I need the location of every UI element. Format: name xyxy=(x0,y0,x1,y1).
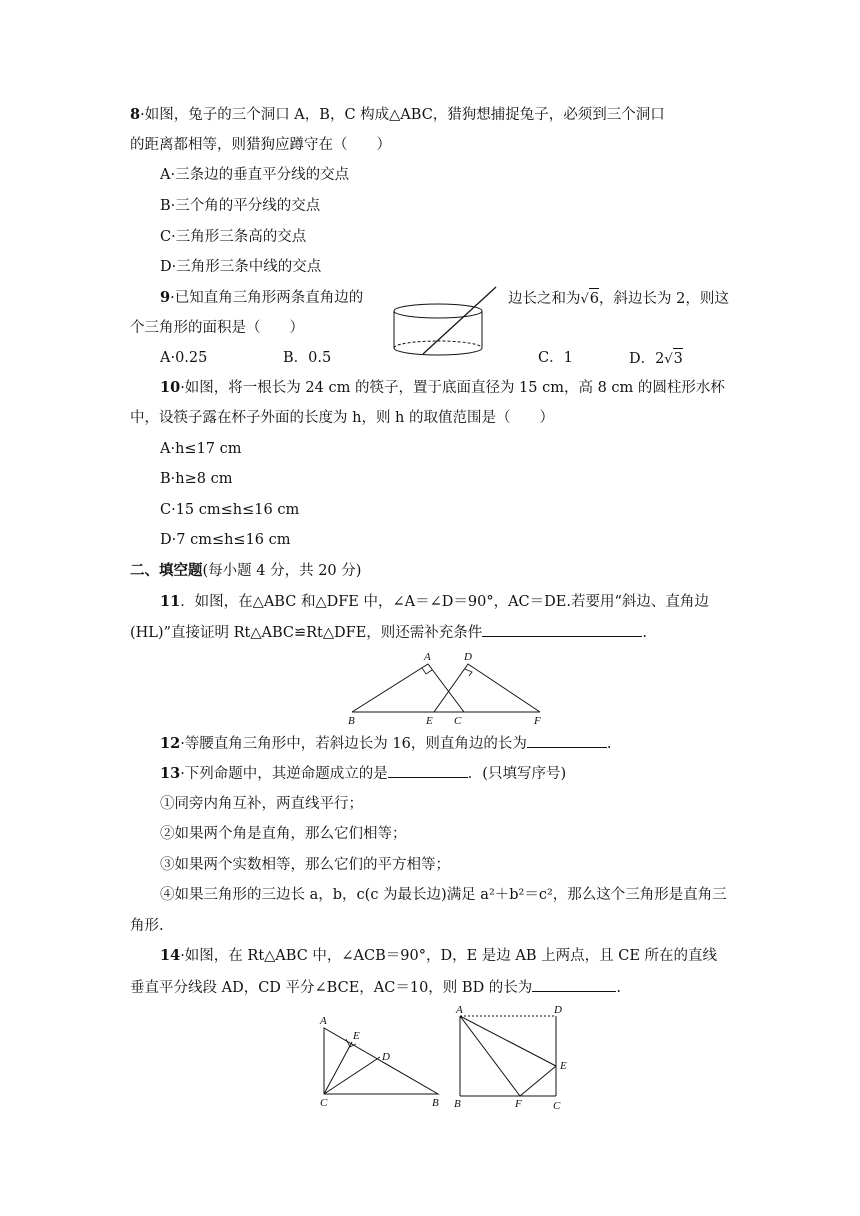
fig14-label-b: B xyxy=(432,1097,439,1109)
fig15-label-c: C xyxy=(553,1100,561,1112)
q9-sqrt-arg: 6 xyxy=(589,288,599,309)
q14-text-2: 垂直平分线段 AD，CD 平分∠BCE，AC＝10，则 BD 的长为 xyxy=(130,980,533,996)
q13-item-4: ④如果三角形的三边长 a，b，c(c 为最长边)满足 a²＋b²＝c²，那么这个三角形是直角三 xyxy=(160,887,727,903)
fig15-label-a: A xyxy=(456,1004,463,1016)
q13-item-3: ③如果两个实数相等，那么它们的平方相等； xyxy=(160,857,450,873)
q13-number: 13 xyxy=(160,765,181,782)
q14-line2 xyxy=(130,977,621,998)
q8-line2: 的距离都相等，则猎狗应蹲守在（ ） xyxy=(130,137,391,153)
q10-text-1: ·如图，将一根长为 24 cm 的筷子，置于底面直径为 15 cm，高 8 cm 的圆柱形水杯 xyxy=(180,380,725,396)
fig11-label-b: B xyxy=(348,715,355,727)
fig14-label-e: E xyxy=(353,1030,360,1042)
q11-text-1: ．如图，在△ABC 和△DFE 中，∠A＝∠D＝90°，AC＝DE.若要用“斜边、直角边 xyxy=(180,594,709,610)
sqrt-symbol: √ xyxy=(664,352,673,367)
q13-end: ．(只填写序号) xyxy=(467,766,567,782)
triangles-abc-dfe-figure xyxy=(340,646,550,728)
q9-line2: 个三角形的面积是（ ） xyxy=(130,320,304,336)
q13-item-1: ①同旁内角互补，两直线平行； xyxy=(160,796,363,812)
q9-line1-left xyxy=(160,288,363,308)
q12-line xyxy=(160,733,611,754)
fig15-label-e: E xyxy=(560,1060,567,1072)
folded-rectangle-figure xyxy=(450,1002,575,1114)
q14-answer-blank[interactable] xyxy=(532,977,616,992)
q10-option-d: D·7 cm≤h≤16 cm xyxy=(160,532,291,548)
q12-end: . xyxy=(606,736,612,752)
fig14-label-d: D xyxy=(382,1051,390,1063)
q9-number: 9 xyxy=(160,289,171,306)
fig11-label-e: E xyxy=(426,715,433,727)
fig15-label-b: B xyxy=(454,1098,461,1110)
fig14-label-c: C xyxy=(320,1097,328,1109)
q9-option-d-prefix: D．2 xyxy=(629,351,665,367)
q9-line1-right xyxy=(508,288,729,310)
q13-answer-blank[interactable] xyxy=(388,763,468,778)
q8-option-b: B·三个角的平分线的交点 xyxy=(160,198,321,214)
q11-line2 xyxy=(130,622,647,643)
fig14-label-a: A xyxy=(320,1015,327,1027)
q9-option-d-sqrt: 3 xyxy=(673,348,683,369)
q9-option-b: B．0.5 xyxy=(283,350,332,366)
q14-end: . xyxy=(616,980,621,996)
section2-title: 二、填空题 xyxy=(130,562,203,579)
q11-end: . xyxy=(642,625,647,641)
q10-line2: 中，设筷子露在杯子外面的长度为 h，则 h 的取值范围是（ ） xyxy=(130,410,555,426)
q11-line1 xyxy=(160,592,709,612)
q8-text-1: ·如图，兔子的三个洞口 A，B，C 构成△ABC，猎狗想捕捉兔子，必须到三个洞口 xyxy=(140,107,665,123)
fig15-label-d: D xyxy=(554,1004,562,1016)
q9-option-c: C．1 xyxy=(538,350,573,366)
q9-text-3: ，斜边长为 2，则这 xyxy=(599,291,729,307)
q8-option-d: D·三角形三条中线的交点 xyxy=(160,259,322,275)
q12-number: 12 xyxy=(160,735,181,752)
q14-text-1: ·如图，在 Rt△ABC 中，∠ACB＝90°，D，E 是边 AB 上两点，且 CE 所在的直线 xyxy=(180,948,718,964)
q8-line1 xyxy=(130,105,665,125)
q14-line1 xyxy=(160,946,717,966)
q10-line1 xyxy=(160,378,725,398)
q10-option-c: C·15 cm≤h≤16 cm xyxy=(160,502,300,518)
fig11-label-f: F xyxy=(534,715,541,727)
q11-text-2: (HL)”直接证明 Rt△ABC≌Rt△DFE，则还需补充条件 xyxy=(130,625,483,641)
q10-option-b: B·h≥8 cm xyxy=(160,471,233,487)
q9-text-1: ·已知直角三角形两条直角边的 xyxy=(170,290,364,306)
q13-item-2: ②如果两个角是直角，那么它们相等； xyxy=(160,826,407,842)
q9-option-d xyxy=(629,348,683,370)
cylinder-chopstick-figure xyxy=(388,284,500,368)
q13-tail: 角形. xyxy=(130,918,164,934)
q11-number: 11 xyxy=(160,593,181,610)
q10-option-a: A·h≤17 cm xyxy=(160,441,242,457)
fig11-label-c: C xyxy=(454,715,462,727)
sqrt-symbol: √ xyxy=(580,292,589,307)
q8-number: 8 xyxy=(130,106,141,123)
q13-line xyxy=(160,763,566,784)
fig11-label-d: D xyxy=(464,651,472,663)
q12-answer-blank[interactable] xyxy=(527,733,607,748)
q14-number: 14 xyxy=(160,947,181,964)
section2-heading xyxy=(130,561,361,581)
q11-answer-blank[interactable] xyxy=(482,622,642,637)
q8-option-c: C·三角形三条高的交点 xyxy=(160,229,307,245)
q9-text-2: 边长之和为 xyxy=(508,291,581,307)
q8-option-a: A·三条边的垂直平分线的交点 xyxy=(160,167,350,183)
right-triangle-abc-figure xyxy=(312,1010,450,1110)
section2-note: (每小题 4 分，共 20 分) xyxy=(202,563,362,579)
q9-option-a: A·0.25 xyxy=(160,350,208,366)
fig11-label-a: A xyxy=(424,651,431,663)
q12-text: ·等腰直角三角形中，若斜边长为 16，则直角边的长为 xyxy=(180,736,527,752)
fig15-label-f: F xyxy=(515,1098,522,1110)
q13-text: ·下列命题中，其逆命题成立的是 xyxy=(180,766,388,782)
q10-number: 10 xyxy=(160,379,181,396)
